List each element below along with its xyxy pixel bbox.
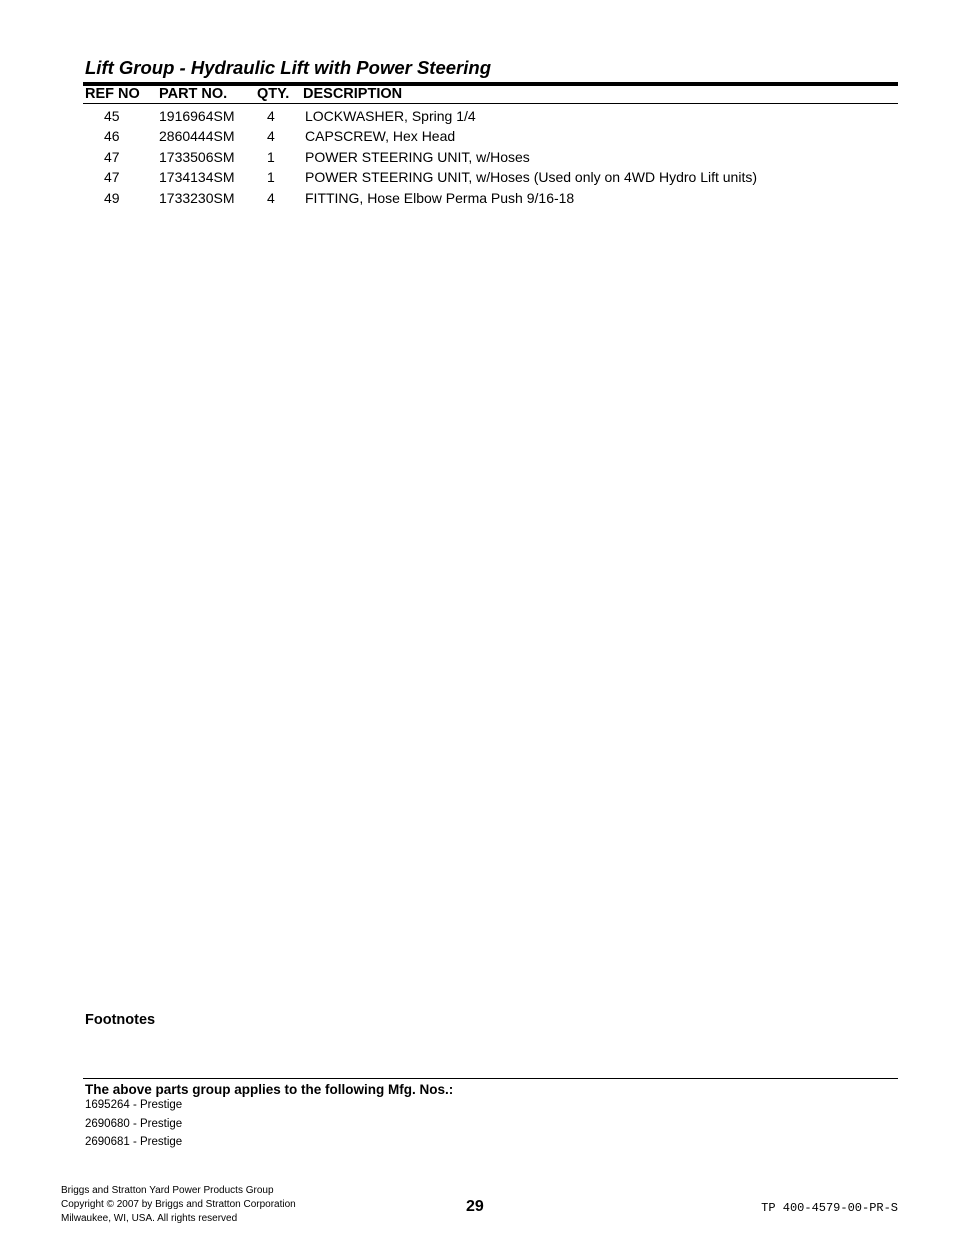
qty-cell: 4 (267, 128, 275, 145)
part-no-cell: 1733230SM (159, 189, 235, 206)
col-ref-no: REF NO (85, 86, 140, 102)
description-cell: CAPSCREW, Hex Head (305, 128, 456, 145)
table-row (0, 108, 954, 128)
col-description: DESCRIPTION (303, 86, 403, 102)
col-qty: QTY. (257, 86, 290, 102)
address-line: Milwaukee, WI, USA. All rights reserved (61, 1213, 238, 1224)
company-info (61, 1184, 296, 1226)
header-rule (83, 103, 898, 104)
copyright-line: Copyright © 2007 by Briggs and Stratton Corporation (61, 1199, 296, 1210)
description-cell: FITTING, Hose Elbow Perma Push 9/16-18 (305, 189, 575, 206)
table-header (85, 86, 897, 104)
mfg-number-item: 2690681 - Prestige (85, 1136, 183, 1148)
mfg-number-list (85, 1099, 182, 1155)
mfg-number-item: 2690680 - Prestige (85, 1117, 183, 1130)
ref-no-cell: 46 (104, 128, 120, 145)
mfg-number-item: 1695264 - Prestige (85, 1099, 183, 1111)
company-line: Briggs and Stratton Yard Power Products Group (61, 1185, 274, 1196)
document-id: TP 400-4579-00-PR-S (761, 1201, 898, 1215)
qty-cell: 4 (267, 189, 275, 206)
table-row (0, 149, 954, 169)
table-row (0, 128, 954, 148)
ref-no-cell: 45 (104, 108, 120, 124)
footnotes-heading: Footnotes (85, 1012, 156, 1028)
page-number: 29 (466, 1198, 484, 1215)
part-no-cell: 1734134SM (159, 169, 235, 186)
ref-no-cell: 49 (104, 189, 120, 206)
ref-no-cell: 47 (104, 169, 120, 186)
description-cell: LOCKWASHER, Spring 1/4 (305, 108, 476, 124)
table-row (0, 169, 954, 189)
ref-no-cell: 47 (104, 148, 120, 165)
col-part-no: PART NO. (159, 86, 228, 102)
qty-cell: 1 (267, 169, 275, 186)
table-row (0, 190, 954, 210)
applies-rule (83, 1078, 898, 1079)
qty-cell: 4 (267, 108, 275, 124)
page-title: Lift Group - Hydraulic Lift with Power Steering (85, 57, 491, 78)
part-no-cell: 1916964SM (159, 108, 235, 124)
description-cell: POWER STEERING UNIT, w/Hoses (Used only on 4WD Hydro Lift units) (305, 169, 757, 186)
part-no-cell: 2860444SM (159, 128, 235, 145)
description-cell: POWER STEERING UNIT, w/Hoses (305, 148, 530, 165)
applies-heading: The above parts group applies to the following Mfg. Nos.: (85, 1082, 454, 1097)
part-no-cell: 1733506SM (159, 148, 235, 165)
parts-table (0, 108, 954, 210)
qty-cell: 1 (267, 148, 275, 165)
